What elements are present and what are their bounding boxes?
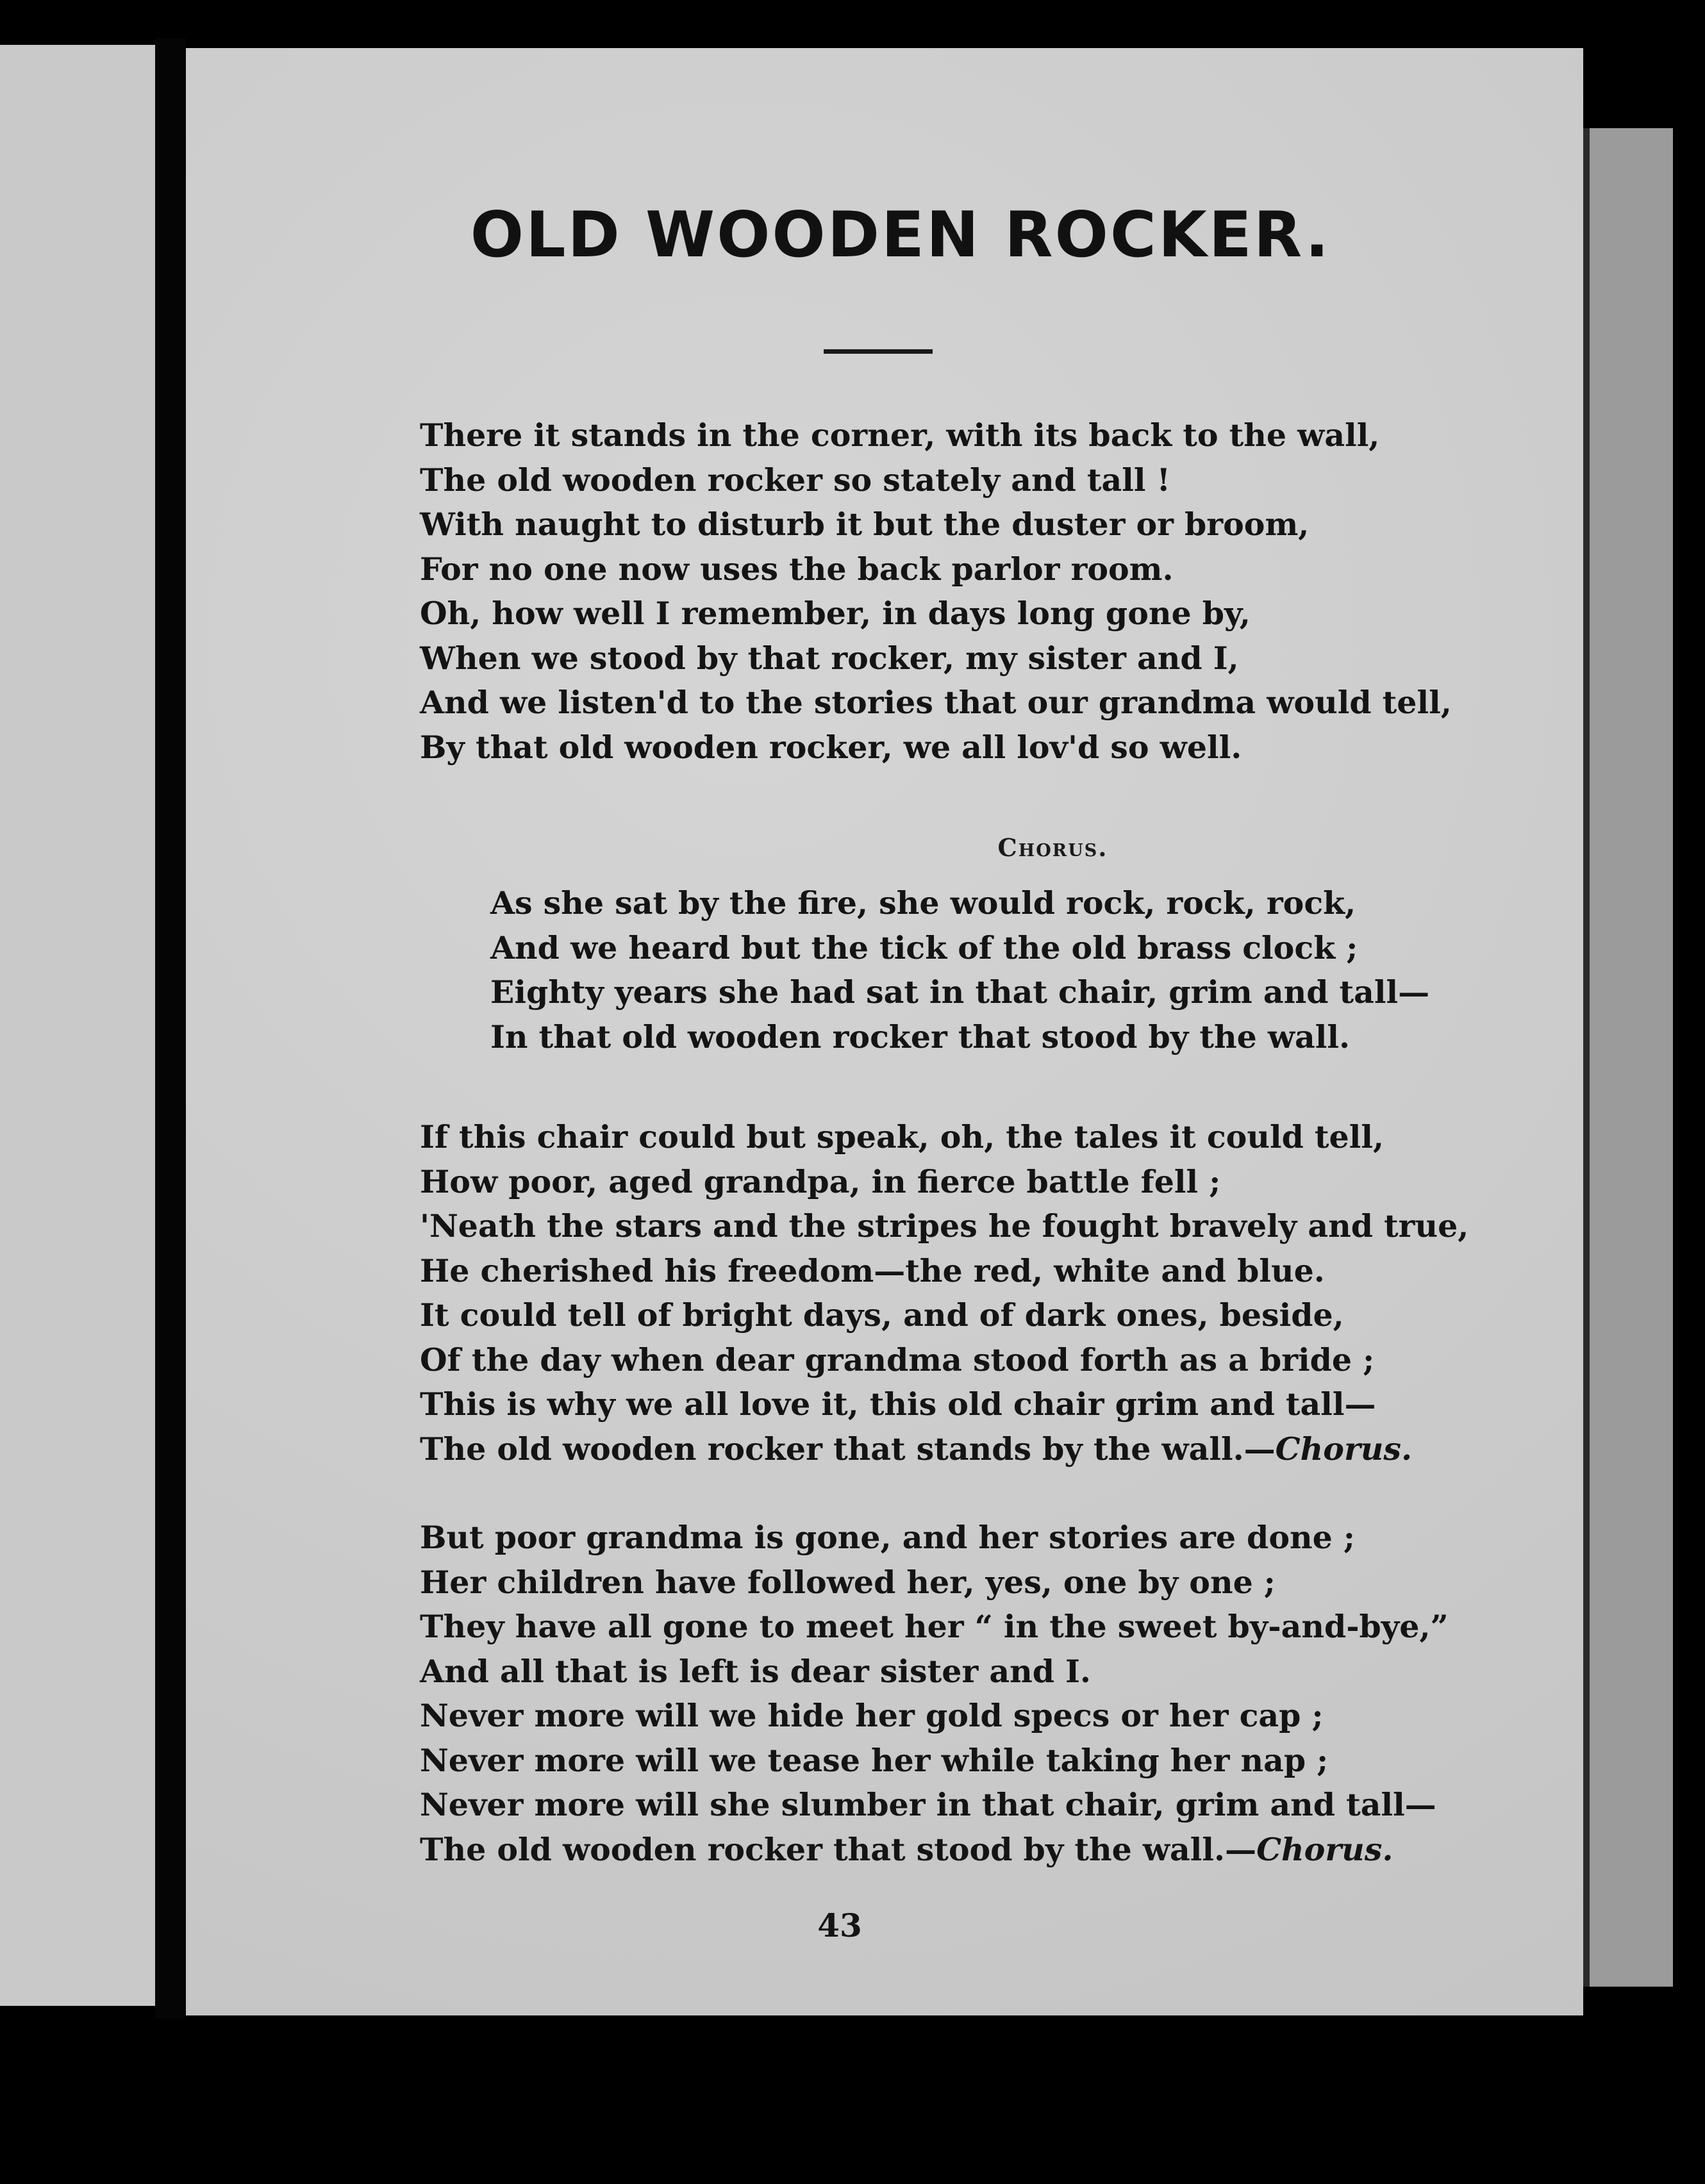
chorus: [490, 881, 1657, 1059]
verse-line: 'Neath the stars and the stripes he fought bravely and true,: [420, 1207, 1469, 1245]
verse-line: There it stands in the corner, with its back to the wall,: [420, 417, 1380, 454]
verse-line-text: The old wooden rocker that stands by the wall.—: [420, 1430, 1276, 1468]
chorus-line: In that old wooden rocker that stood by the wall.: [490, 1018, 1351, 1055]
verse-line: Oh, how well I remember, in days long gone by,: [420, 595, 1251, 632]
verse-line: [420, 1828, 1586, 1873]
verse-line: [420, 1427, 1586, 1472]
verse-line: Of the day when dear grandma stood forth as a bride ;: [420, 1341, 1375, 1378]
verse-line: With naught to disturb it but the duster or broom,: [420, 506, 1310, 543]
verse-line: When we stood by that rocker, my sister and I,: [420, 639, 1239, 677]
chorus-reference: Chorus.: [1256, 1830, 1393, 1868]
verse-line: And we listen'd to the stories that our grandma would tell,: [420, 684, 1452, 721]
chorus-line: As she sat by the fire, she would rock, rock, rock,: [490, 884, 1356, 922]
chorus-line: Eighty years she had sat in that chair, grim and tall—: [490, 973, 1430, 1011]
verse-line: Her children have followed her, yes, one by one ;: [420, 1563, 1276, 1601]
chorus-line: And we heard but the tick of the old brass clock ;: [490, 929, 1358, 966]
page-number: 43: [817, 1907, 862, 1944]
verse-line: For no one now uses the back parlor room.: [420, 550, 1174, 588]
verse-line: If this chair could but speak, oh, the tales it could tell,: [420, 1118, 1384, 1155]
chorus-reference: Chorus.: [1275, 1430, 1413, 1468]
facing-page: [0, 45, 155, 2006]
verse-1: [420, 413, 1586, 770]
verse-line: How poor, aged grandpa, in fierce battle fell ;: [420, 1162, 1221, 1200]
chorus-heading: [0, 833, 1250, 862]
verse-line: Never more will we tease her while taking her nap ;: [420, 1741, 1329, 1779]
verse-line: The old wooden rocker so stately and tall !: [420, 461, 1171, 499]
book-gutter: [155, 38, 186, 2019]
verse-3: [420, 1516, 1586, 1872]
verse-line: Never more will she slumber in that chair, grim and tall—: [420, 1786, 1436, 1823]
title-rule: [824, 349, 933, 354]
verse-line: Never more will we hide her gold specs or her cap ;: [420, 1697, 1324, 1734]
verse-line: He cherished his freedom—the red, white and blue.: [420, 1252, 1325, 1289]
verse-2: [420, 1115, 1586, 1471]
chorus-heading-text: Chorus.: [997, 833, 1108, 862]
verse-line: By that old wooden rocker, we all lov'd so well.: [420, 728, 1242, 766]
verse-line-text: The old wooden rocker that stood by the wall.—: [420, 1830, 1257, 1868]
song-title: OLD WOODEN ROCKER.: [470, 199, 1331, 272]
verse-line: It could tell of bright days, and of dark ones, beside,: [420, 1296, 1344, 1334]
verse-line: This is why we all love it, this old chair grim and tall—: [420, 1386, 1376, 1423]
verse-line: They have all gone to meet her “ in the sweet by-and-bye,”: [420, 1608, 1449, 1645]
verse-line: And all that is left is dear sister and I.: [420, 1652, 1091, 1690]
book-page: [186, 48, 1583, 2015]
verse-line: But poor grandma is gone, and her stories are done ;: [420, 1519, 1355, 1556]
